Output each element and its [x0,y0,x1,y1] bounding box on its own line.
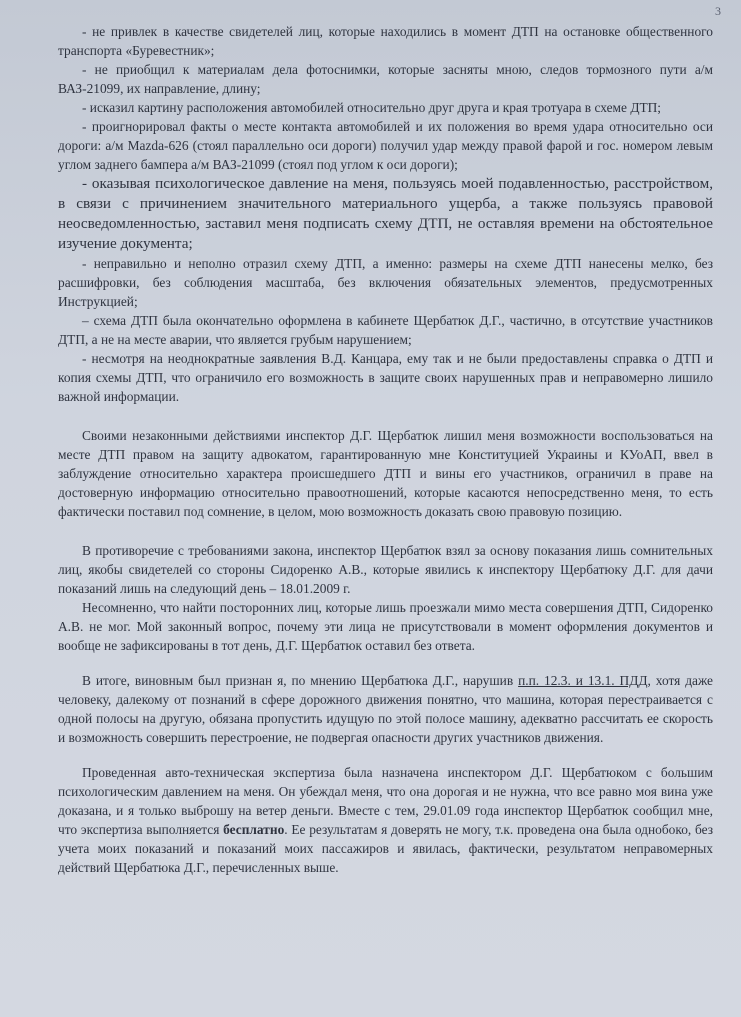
verdict-text-start: В итоге, виновным был признан я, по мнению Щербатюка Д.Г., нарушив [82,673,519,688]
bullet-item: - оказывая психологическое давление на меня, пользуясь моей подавленностью, расстройством, в связи с причинением значительного материального ущерба, а также пользуясь правовой неосведомленностью, заставил меня подписать схему ДТП, не оставляя времени на обстоятельное изучение документа; [58,175,713,252]
expertise-text-end: . Ее результатам я доверять не могу, т.к. проведена она была однобоко, без учета моих показаний и показаний моих пассажиров и явилась, фактически, результатом неправомерных действий Щербатюка Д.Г., перечисленных выше. [58,822,714,875]
bullet-item: - не приобщил к материалам дела фотоснимки, которые засняты мною, следов тормозного пути а/м ВАЗ-21099, их направление, длину; [58,62,713,96]
paragraph-witnesses: В противоречие с требованиями закона, инспектор Щербатюк взял за основу показания лишь сомнительных лиц, якобы свидетелей со стороны Сидоренко А.В., которые явились к инспектору Щербатюку Д.Г. для дачи показаний лишь на следующий день – 18.01.2009 г. [58,543,713,596]
expertise-text-start: Проведенная авто-техническая экспертиза была назначена инспектором Д.Г. Щербатюком с большим психологическим давлением на меня. Он убеждал меня, что она дорогая и не нужна, что все равно моя вина уже доказана, и я только выброшу на ветер деньги. Вместе с тем, 29.01.09 года инспектор Щербатюк сообщил мне, что экспертиза выполняется [58,765,713,837]
bullet-item: - несмотря на неоднократные заявления В.Д. Канцара, ему так и не были предоставлены справка о ДТП и копия схемы ДТП, что ограничило его возможность в защите своих нарушенных прав и неправомерно лишило важной информации. [58,351,713,404]
paragraph-strangers: Несомненно, что найти посторонних лиц, которые лишь проезжали мимо места совершения ДТП, Сидоренко А.В. не мог. Мой законный вопрос, почему эти лица не присутствовали в момент оформления документов и вообще не зафиксированы в тот день, Д.Г. Щербатюк оставил без ответа. [58,600,713,653]
page-number: 3 [715,4,721,18]
free-emphasis: бесплатно [223,822,285,837]
bullet-item: - неправильно и неполно отразил схему ДТП, а именно: размеры на схеме ДТП нанесены мелко, без расшифровки, без соблюдения масштаба, без включения обязательных элементов, предусмотренных Инструкцией; [58,256,713,309]
bullet-item: – схема ДТП была окончательно оформлена в кабинете Щербатюк Д.Г., частично, в отсутствие участников ДТП, а не на месте аварии, что является грубым нарушением; [58,313,713,347]
bullet-item: - исказил картину расположения автомобилей относительно друг друга и края тротуара в схеме ДТП; [82,100,662,115]
bullet-item: - проигнорировал факты о месте контакта автомобилей и их положения во время удара относительно оси дороги: а/м Mazda-626 (стоял параллельно оси дороги) получил удар между правой фарой и гос. номером левым углом заднего бампера а/м ВАЗ-21099 (стоял под углом к оси дороги); [58,119,713,172]
paragraph-rights: Своими незаконными действиями инспектор Д.Г. Щербатюк лишил меня возможности воспользоваться на месте ДТП правом на защиту адвокатом, гарантированную мне Конституцией Украины и КУоАП, ввел в заблуждение относительно характера происшедшего ДТП и вины его участников, ограничил в праве на достоверную информацию относительно правоотношений, которые касаются непосредственно меня, то есть фактически поставил под сомнение, в целом, мою возможность доказать свою правовую позицию. [58,428,713,519]
verdict-text-end: , хотя даже человеку, далекому от познаний в сфере дорожного движения понятно, что машина, которая перестраивается с одной полосы на другую, обязана пропустить идущую по этой полосе машину, адекватно рассчитать ее скорость и возможность совершить перестроение, не подвергая опасности других участников движения. [58,673,713,745]
bullet-list [58,22,713,406]
paragraph-verdict [58,671,713,747]
paragraph-expertise [58,763,713,877]
rules-reference: п.п. 12.3. и 13.1. ПДД [518,673,648,688]
bullet-item: - не привлек в качестве свидетелей лиц, которые находились в момент ДТП на остановке общественного транспорта «Буревестник»; [58,24,713,58]
